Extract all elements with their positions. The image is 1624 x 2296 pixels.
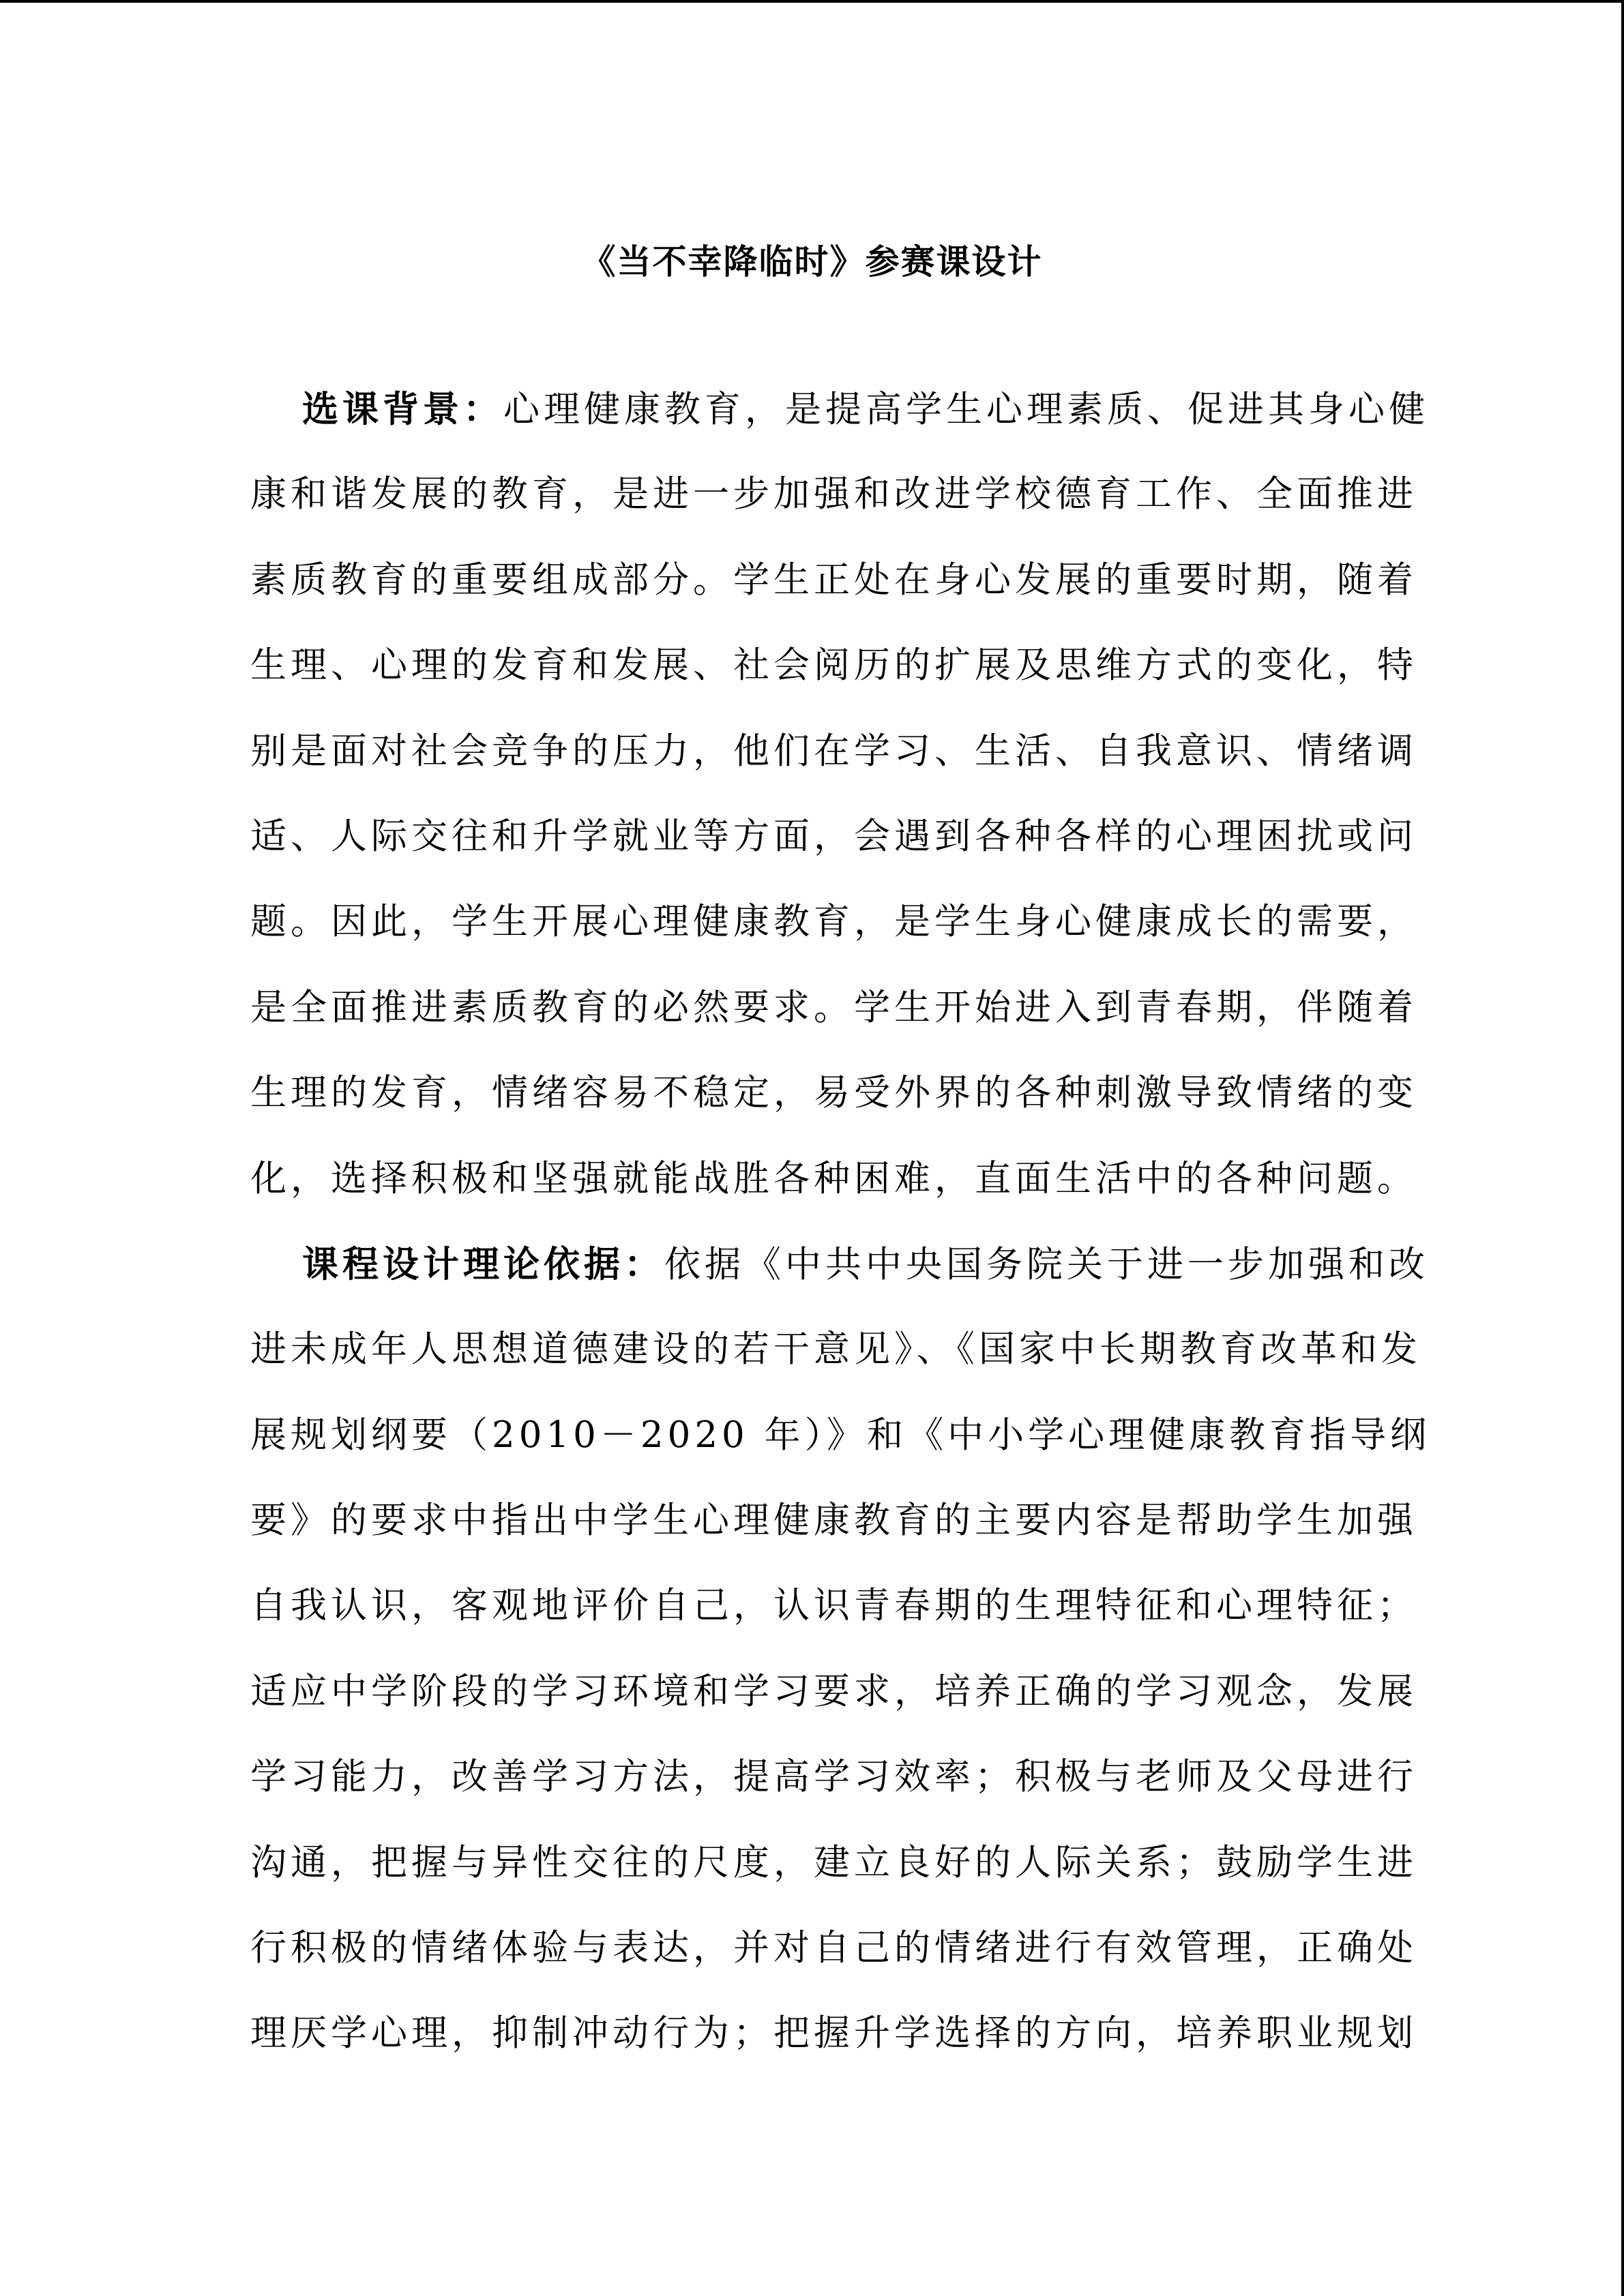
paragraph-line: 自我认识，客观地评价自己，认识青春期的生理特征和心理特征； — [250, 1585, 1417, 1627]
paragraph-line: 进未成年人思想道德建设的若干意见》、《国家中长期教育改革和发 — [250, 1328, 1421, 1371]
paragraph-line: 别是面对社会竞争的压力，他们在学习、生活、自我意识、情绪调 — [250, 730, 1417, 772]
paragraph-line: 题。因此，学生开展心理健康教育，是学生身心健康成长的需要， — [250, 901, 1417, 943]
document-body — [250, 382, 1431, 2092]
paragraph-line: 适应中学阶段的学习环境和学习要求，培养正确的学习观念，发展 — [250, 1670, 1417, 1712]
section-theoretical-basis — [250, 1237, 1431, 2092]
section-heading: 选课背景： — [302, 388, 503, 430]
page-top-border — [0, 0, 1624, 3]
paragraph-line: 选课背景：心理健康教育，是提高学生心理素质、促进其身心健 — [302, 388, 1429, 430]
paragraph-line: 行积极的情绪体验与表达，并对自己的情绪进行有效管理，正确处 — [250, 1927, 1417, 1969]
paragraph-line: 课程设计理论依据：依据《中共中央国务院关于进一步加强和改 — [302, 1242, 1429, 1285]
paragraph-line: 理厌学心理，抑制冲动行为；把握升学选择的方向，培养职业规划 — [250, 2012, 1417, 2055]
paragraph-line: 素质教育的重要组成部分。学生正处在身心发展的重要时期，随着 — [250, 558, 1417, 601]
paragraph-line: 沟通，把握与异性交往的尺度，建立良好的人际关系；鼓励学生进 — [250, 1841, 1417, 1883]
page-title: 《当不幸降临时》参赛课设计 — [581, 241, 1043, 282]
paragraph-line: 生理、心理的发育和发展、社会阅历的扩展及思维方式的变化，特 — [250, 644, 1417, 687]
section-course-background — [250, 382, 1429, 1237]
section-heading: 课程设计理论依据： — [302, 1242, 664, 1285]
paragraph-line: 化，选择积极和坚强就能战胜各种困难，直面生活中的各种问题。 — [250, 1157, 1417, 1199]
paragraph-line: 学习能力，改善学习方法，提高学习效率；积极与老师及父母进行 — [250, 1756, 1417, 1798]
paragraph-line: 展规划纲要（2010－2020 年）》和《中小学心理健康教育指导纲 — [250, 1414, 1431, 1456]
paragraph-line: 要》的要求中指出中学生心理健康教育的主要内容是帮助学生加强 — [250, 1500, 1417, 1542]
paragraph-line: 适、人际交往和升学就业等方面，会遇到各种各样的心理困扰或问 — [250, 815, 1417, 857]
paragraph-line: 生理的发育，情绪容易不稳定，易受外界的各种刺激导致情绪的变 — [250, 1072, 1417, 1114]
page-right-border — [1621, 0, 1624, 2296]
paragraph-line: 康和谐发展的教育，是进一步加强和改进学校德育工作、全面推进 — [250, 473, 1417, 516]
paragraph-line: 是全面推进素质教育的必然要求。学生开始进入到青春期，伴随着 — [250, 986, 1417, 1028]
